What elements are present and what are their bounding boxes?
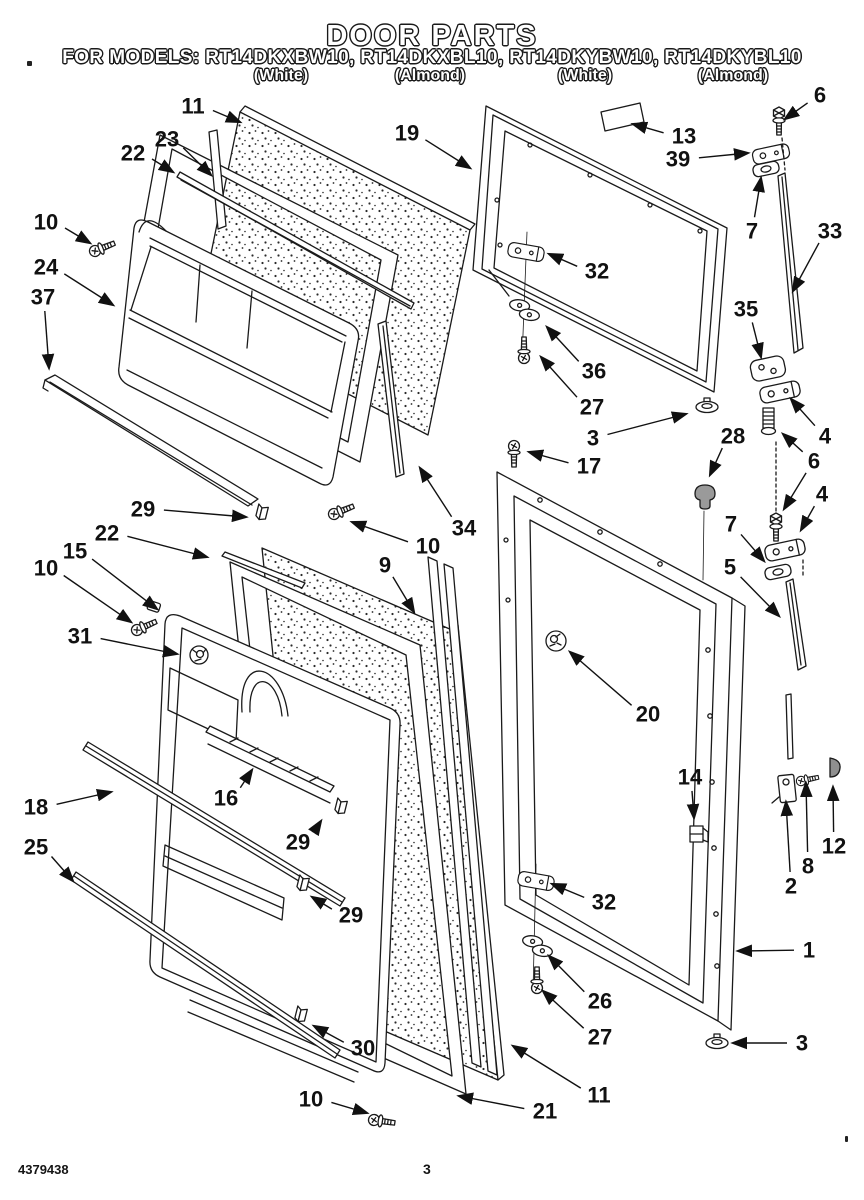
callout-arrow-27 xyxy=(541,357,577,397)
callout-label-10: 10 xyxy=(415,533,441,559)
screw-10 xyxy=(130,616,159,638)
callout-label-13: 13 xyxy=(671,123,697,149)
callout-arrow-10 xyxy=(64,576,131,623)
screw-27 xyxy=(518,337,530,364)
callout-label-5: 5 xyxy=(723,554,737,580)
callout-arrow-35 xyxy=(752,322,761,357)
callout-arrow-12 xyxy=(833,787,834,832)
callout-arrow-7 xyxy=(755,178,762,217)
callout-label-4: 4 xyxy=(818,423,832,449)
callout-label-32: 32 xyxy=(584,258,610,284)
hinge-trim-strip-33 xyxy=(778,173,803,353)
hinge-screw-6 xyxy=(770,513,782,541)
callout-label-21: 21 xyxy=(532,1098,558,1124)
callout-arrow-10 xyxy=(331,1102,367,1113)
callout-arrow-10 xyxy=(65,228,90,243)
callout-label-11: 11 xyxy=(181,93,205,119)
callout-label-15: 15 xyxy=(62,538,88,564)
callout-label-6: 6 xyxy=(807,448,821,474)
door-emblem-20 xyxy=(546,631,566,651)
callout-label-14: 14 xyxy=(677,764,703,790)
callout-arrow-37 xyxy=(45,311,49,368)
callout-arrow-28 xyxy=(710,448,722,475)
callout-label-4: 4 xyxy=(815,481,829,507)
screw-10 xyxy=(327,501,356,522)
finish-label: (White) xyxy=(557,67,613,84)
hinge-screw-8 xyxy=(795,772,819,787)
callout-arrow-24 xyxy=(64,274,113,305)
callout-arrow-11 xyxy=(213,111,240,123)
callout-arrow-29 xyxy=(164,510,246,517)
callout-label-1: 1 xyxy=(802,937,816,963)
callout-label-29: 29 xyxy=(338,902,364,928)
center-hinge-bracket-4 xyxy=(764,538,806,562)
screw-10 xyxy=(368,1113,396,1129)
callout-label-17: 17 xyxy=(576,453,602,479)
callout-label-10: 10 xyxy=(33,555,59,581)
door-foot-3 xyxy=(696,398,718,413)
callout-arrow-22 xyxy=(127,536,207,557)
hinge-trim-strip-5 xyxy=(786,579,806,670)
finish-label: (Almond) xyxy=(394,67,466,84)
screw-17 xyxy=(508,441,520,468)
callout-label-3: 3 xyxy=(795,1030,809,1056)
page-number: 3 xyxy=(423,1161,431,1177)
callout-label-22: 22 xyxy=(120,140,146,166)
hinge-cap-12 xyxy=(830,758,840,777)
callout-label-31: 31 xyxy=(67,623,93,649)
callout-arrow-39 xyxy=(699,153,748,158)
callout-label-26: 26 xyxy=(587,988,613,1014)
callout-label-10: 10 xyxy=(33,209,59,235)
clip-29 xyxy=(255,504,268,521)
callout-label-29: 29 xyxy=(285,829,311,855)
callout-label-35: 35 xyxy=(733,296,759,322)
callout-label-36: 36 xyxy=(581,358,607,384)
screw-27 xyxy=(531,967,543,994)
hinge-plate-35 xyxy=(749,355,787,383)
callout-arrow-4 xyxy=(791,399,815,426)
callout-label-33: 33 xyxy=(817,218,843,244)
hinge-stud xyxy=(762,408,776,435)
callout-arrow-19 xyxy=(425,140,470,168)
callout-label-12: 12 xyxy=(821,833,847,859)
callout-label-39: 39 xyxy=(665,146,691,172)
hinge-pin-rod xyxy=(786,694,793,759)
callout-arrow-5 xyxy=(741,577,779,616)
callout-label-7: 7 xyxy=(724,511,738,537)
callout-label-30: 30 xyxy=(350,1035,376,1061)
center-hinge-bracket-4 xyxy=(759,380,801,404)
hole-plug-28 xyxy=(695,485,715,580)
callout-label-25: 25 xyxy=(23,834,49,860)
callout-arrow-3 xyxy=(608,414,687,435)
callout-arrow-1 xyxy=(738,950,794,951)
callout-label-37: 37 xyxy=(30,284,56,310)
model-badge xyxy=(601,103,644,131)
callout-arrow-7 xyxy=(741,534,764,561)
models-line: FOR MODELS: RT14DKXBW10, RT14DKXBL10, RT14DKYBW10, RT14DKYBL10 xyxy=(62,47,802,68)
callout-arrow-33 xyxy=(793,243,819,291)
callout-label-20: 20 xyxy=(635,701,661,727)
callout-label-2: 2 xyxy=(784,873,798,899)
callout-label-8: 8 xyxy=(801,853,815,879)
callout-arrow-11 xyxy=(513,1046,581,1088)
callout-label-10: 10 xyxy=(298,1086,324,1112)
door-plug-31 xyxy=(190,646,208,664)
callout-label-28: 28 xyxy=(720,423,746,449)
screw-10 xyxy=(88,238,117,259)
callout-label-24: 24 xyxy=(33,254,59,280)
callout-arrow-18 xyxy=(57,792,111,804)
callout-label-3: 3 xyxy=(586,425,600,451)
callout-label-16: 16 xyxy=(213,785,239,811)
hinge-cam-26 xyxy=(521,935,554,958)
finish-label: (Almond) xyxy=(697,67,769,84)
freezer-retainer-strip xyxy=(209,130,226,229)
callout-arrow-4 xyxy=(801,506,814,530)
callout-label-29: 29 xyxy=(130,496,156,522)
callout-arrow-26 xyxy=(549,956,584,992)
callout-label-34: 34 xyxy=(451,515,477,541)
page-title: DOOR PARTS xyxy=(326,20,538,52)
bottom-hinge-bracket-2 xyxy=(772,774,796,803)
callout-arrow-13 xyxy=(633,124,664,133)
callout-label-7: 7 xyxy=(745,218,759,244)
door-foot-3 xyxy=(706,1034,728,1049)
callout-arrow-6 xyxy=(784,473,806,509)
callout-label-9: 9 xyxy=(378,552,392,578)
callout-arrow-34 xyxy=(420,468,452,517)
callout-label-27: 27 xyxy=(579,394,605,420)
callout-arrow-10 xyxy=(352,522,408,542)
finish-label: (White) xyxy=(253,67,309,84)
callout-label-6: 6 xyxy=(813,82,827,108)
callout-label-23: 23 xyxy=(154,126,180,152)
callout-arrow-21 xyxy=(459,1096,524,1109)
callout-arrow-6 xyxy=(785,103,808,119)
callout-arrow-17 xyxy=(529,452,569,463)
hinge-screw-6 xyxy=(773,107,785,135)
callout-arrow-25 xyxy=(52,857,74,882)
callout-label-18: 18 xyxy=(23,794,49,820)
callout-label-19: 19 xyxy=(394,120,420,146)
callout-label-22: 22 xyxy=(94,520,120,546)
callout-arrow-8 xyxy=(806,783,808,852)
callout-label-27: 27 xyxy=(587,1024,613,1050)
callout-arrow-6 xyxy=(783,434,803,452)
callout-arrow-27 xyxy=(543,991,584,1028)
callout-arrow-36 xyxy=(547,327,579,361)
hinge-shim-7 xyxy=(764,563,792,580)
callout-arrow-2 xyxy=(786,802,790,872)
callout-label-32: 32 xyxy=(591,889,617,915)
document-number: 4379438 xyxy=(18,1162,69,1177)
callout-label-11: 11 xyxy=(587,1082,611,1108)
